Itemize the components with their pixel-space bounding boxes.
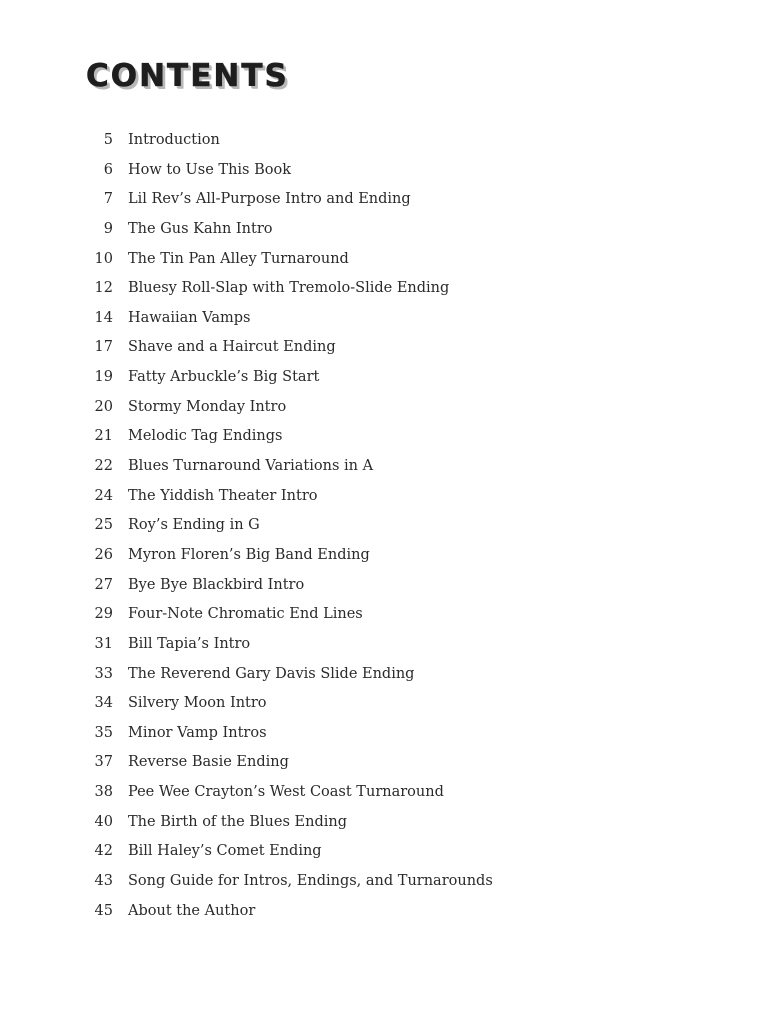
toc-entry[interactable] [86, 185, 646, 215]
toc-entry[interactable] [86, 867, 646, 897]
toc-entry[interactable] [86, 304, 646, 334]
toc-title: Introduction [128, 132, 220, 148]
toc-title: The Reverend Gary Davis Slide Ending [128, 665, 415, 682]
toc-title: Shave and a Haircut Ending [128, 339, 336, 356]
toc-entry[interactable] [86, 511, 646, 541]
toc-entry[interactable] [86, 482, 646, 512]
toc-entry[interactable] [86, 541, 646, 571]
toc-page-number: 12 [94, 280, 113, 297]
toc-page-number: 42 [94, 843, 113, 860]
toc-entry[interactable] [86, 660, 646, 690]
toc-title: Hawaiian Vamps [128, 309, 251, 326]
toc-entry[interactable] [86, 600, 646, 630]
toc-title: Bye Bye Blackbird Intro [128, 576, 305, 593]
toc-page-number: 31 [94, 635, 113, 652]
toc-page-number: 38 [94, 784, 113, 801]
toc-page-number: 26 [94, 546, 113, 563]
toc-title: The Gus Kahn Intro [128, 220, 273, 237]
toc-page-number: 19 [94, 369, 113, 386]
toc-entry[interactable] [86, 245, 646, 275]
toc-page-number: 22 [94, 458, 113, 475]
toc-title: Blues Turnaround Variations in A [128, 458, 374, 475]
page-title: CONTENTS [86, 58, 289, 94]
toc-title: Lil Rev’s All-Purpose Intro and Ending [128, 191, 411, 208]
toc-page-number: 17 [94, 339, 113, 356]
toc-title: Pee Wee Crayton’s West Coast Turnaround [128, 784, 444, 801]
toc-page-number: 5 [103, 132, 113, 148]
toc-entry[interactable] [86, 422, 646, 452]
toc-title: Bill Tapia’s Intro [128, 635, 251, 652]
toc-page-number: 24 [94, 487, 113, 504]
toc-title: Myron Floren’s Big Band Ending [128, 546, 370, 563]
toc-entry[interactable] [86, 571, 646, 601]
table-of-contents [86, 126, 646, 926]
toc-page-number: 34 [94, 695, 113, 712]
toc-title: Four-Note Chromatic End Lines [128, 606, 363, 623]
toc-page-number: 25 [94, 517, 113, 534]
toc-entry[interactable] [86, 333, 646, 363]
toc-entry[interactable] [86, 452, 646, 482]
toc-page-number: 35 [94, 724, 113, 741]
toc-title: Roy’s Ending in G [128, 517, 260, 534]
toc-page-number: 43 [94, 873, 113, 890]
toc-title: How to Use This Book [128, 161, 292, 178]
toc-entry[interactable] [86, 363, 646, 393]
toc-page-number: 10 [94, 250, 113, 267]
toc-title: Minor Vamp Intros [128, 724, 267, 741]
toc-entry[interactable] [86, 156, 646, 186]
toc-page-number: 9 [103, 220, 113, 237]
toc-entry[interactable] [86, 630, 646, 660]
toc-entry[interactable] [86, 778, 646, 808]
toc-entry[interactable] [86, 837, 646, 867]
toc-page-number: 7 [103, 191, 113, 208]
toc-page-number: 33 [94, 665, 113, 682]
toc-page-number: 29 [94, 606, 113, 623]
toc-title: Song Guide for Intros, Endings, and Turnarounds [128, 873, 493, 890]
toc-title: The Yiddish Theater Intro [128, 487, 318, 504]
toc-title: The Birth of the Blues Ending [128, 813, 347, 830]
toc-entry[interactable] [86, 274, 646, 304]
toc-page-number: 37 [94, 754, 113, 771]
toc-title: Bluesy Roll-Slap with Tremolo-Slide Ending [128, 280, 450, 297]
toc-entry[interactable] [86, 689, 646, 719]
toc-entry[interactable] [86, 393, 646, 423]
toc-entry[interactable] [86, 808, 646, 838]
toc-title: Melodic Tag Endings [128, 428, 283, 445]
toc-page-number: 6 [103, 161, 113, 178]
toc-title: Bill Haley’s Comet Ending [128, 843, 322, 860]
toc-entry[interactable] [86, 748, 646, 778]
toc-page-number: 20 [94, 398, 113, 415]
toc-entry[interactable] [86, 719, 646, 749]
toc-page-number: 40 [94, 813, 113, 830]
toc-title: The Tin Pan Alley Turnaround [128, 250, 349, 267]
toc-title: Stormy Monday Intro [128, 398, 287, 415]
toc-entry[interactable] [86, 126, 646, 156]
toc-title: Reverse Basie Ending [128, 754, 289, 771]
toc-page-number: 27 [94, 576, 113, 593]
toc-entry[interactable] [86, 215, 646, 245]
toc-title: Silvery Moon Intro [128, 695, 267, 712]
toc-page-number: 14 [94, 309, 113, 326]
toc-page-number: 21 [94, 428, 113, 445]
toc-page-number: 45 [94, 902, 113, 919]
toc-title: Fatty Arbuckle’s Big Start [128, 369, 320, 386]
toc-title: About the Author [128, 902, 256, 919]
toc-entry[interactable] [86, 897, 646, 927]
